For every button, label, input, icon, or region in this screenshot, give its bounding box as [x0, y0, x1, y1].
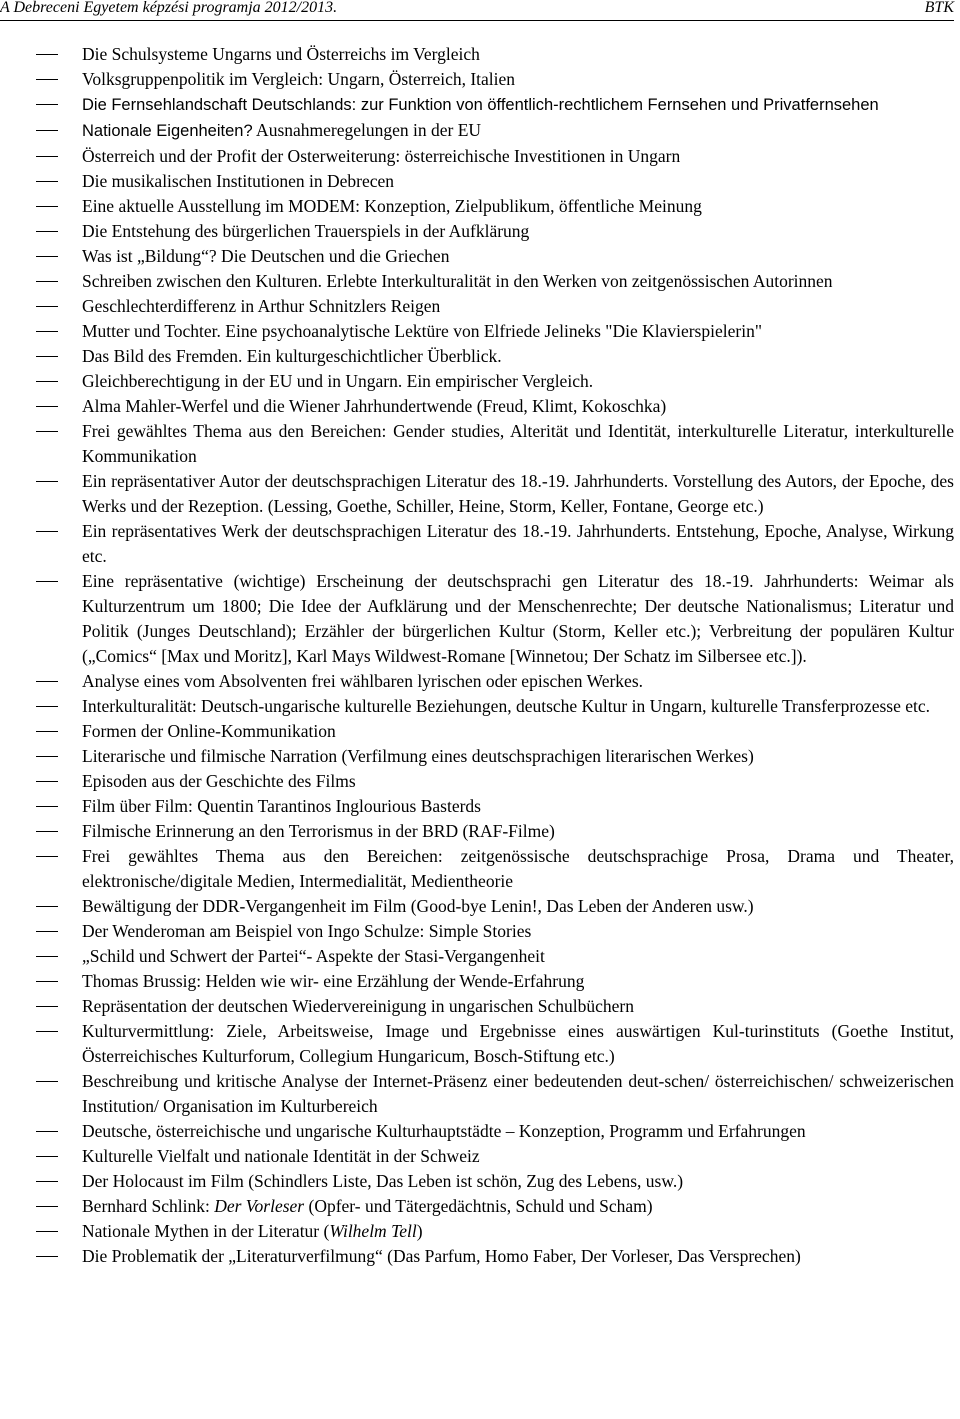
topic-text: Ausnahmeregelungen in der EU — [252, 120, 482, 140]
topic-list-item — [0, 519, 954, 569]
topic-text: Nationale Mythen in der Literatur ( — [82, 1221, 330, 1241]
topic-text: Ein repräsentatives Werk der deutschsprachigen Literatur des 18.-19. Jahrhunderts. Entstehung, Epoche, Analyse, Wirkung etc. — [82, 521, 954, 566]
topic-text: Eine aktuelle Ausstellung im MODEM: Konzeption, Zielpublikum, öffentliche Meinung — [82, 196, 702, 216]
topic-list-item — [0, 744, 954, 769]
topic-text: „Schild und Schwert der Partei“- Aspekte der Stasi-Vergangenheit — [82, 946, 545, 966]
topic-text: Film über Film: Quentin Tarantinos Inglourious Basterds — [82, 796, 481, 816]
topic-text: Die Problematik der „Literaturverfilmung“ (Das Parfum, Homo Faber, Der Vorleser, Das Versprechen) — [82, 1246, 801, 1266]
topic-list-item — [0, 719, 954, 744]
topic-text: Geschlechterdifferenz in Arthur Schnitzlers Reigen — [82, 296, 441, 316]
topic-list-item — [0, 169, 954, 194]
topic-title-italic: Der Vorleser — [214, 1196, 305, 1216]
topic-text: Repräsentation der deutschen Wiedervereinigung in ungarischen Schulbüchern — [82, 996, 634, 1016]
topic-text: Kulturelle Vielfalt und nationale Identität in der Schweiz — [82, 1146, 480, 1166]
topic-text: Die Entstehung des bürgerlichen Trauerspiels in der Aufklärung — [82, 221, 530, 241]
topic-list-item — [0, 794, 954, 819]
topic-text: Bewältigung der DDR-Vergangenheit im Film (Good-bye Lenin!, Das Leben der Anderen usw.) — [82, 896, 754, 916]
topic-text: Schreiben zwischen den Kulturen. Erlebte Interkulturalität in den Werken von zeitgenössischen Autorinnen — [82, 271, 833, 291]
topic-list-item — [0, 319, 954, 344]
topic-text: Das Bild des Fremden. Ein kulturgeschichtlicher Überblick. — [82, 346, 502, 366]
topic-text: Ein repräsentativer Autor der deutschsprachigen Literatur des 18.-19. Jahrhunderts. Vorstellung des Autors, der Epoche, des Werks und der Rezeption. (Lessing, Goethe, Schiller, Heine, Storm, Keller, Fontane, George etc.) — [82, 471, 954, 516]
topic-list-item — [0, 269, 954, 294]
topic-text: Frei gewähltes Thema aus den Bereichen: Gender studies, Alterität und Identität, interkulturelle Literatur, interkulturelle Kommunikation — [82, 421, 954, 466]
topic-list-item — [0, 194, 954, 219]
topic-list-item — [0, 469, 954, 519]
topic-list-item — [0, 42, 954, 67]
topic-list-item — [0, 1019, 954, 1069]
topic-list-item — [0, 294, 954, 319]
topic-list-item — [0, 67, 954, 92]
topic-list-item — [0, 219, 954, 244]
topic-list-item — [0, 1069, 954, 1119]
topic-list-item — [0, 1144, 954, 1169]
topic-list-item — [0, 819, 954, 844]
topic-list-item — [0, 769, 954, 794]
topic-list-item — [0, 844, 954, 894]
topic-list-item — [0, 369, 954, 394]
topic-list-item — [0, 694, 954, 719]
topic-text: Was ist „Bildung“? Die Deutschen und die Griechen — [82, 246, 450, 266]
topic-list-item — [0, 1119, 954, 1144]
topic-list-item — [0, 344, 954, 369]
topic-text: Mutter und Tochter. Eine psychoanalytische Lektüre von Elfriede Jelineks "Die Klavierspielerin" — [82, 321, 762, 341]
page-header — [0, 0, 954, 21]
topic-list-item — [0, 569, 954, 669]
topic-list-item — [0, 419, 954, 469]
topic-list-item — [0, 894, 954, 919]
header-title: A Debreceni Egyetem képzési programja 2012/2013. — [0, 0, 338, 16]
topic-list-item — [0, 92, 954, 118]
topic-text: Bernhard Schlink: — [82, 1196, 215, 1216]
topic-text: Thomas Brussig: Helden wie wir- eine Erzählung der Wende-Erfahrung — [82, 971, 585, 991]
topic-text: Der Holocaust im Film (Schindlers Liste, Das Leben ist schön, Zug des Lebens, usw.) — [82, 1171, 684, 1191]
topic-list-item — [0, 919, 954, 944]
topic-text: Beschreibung und kritische Analyse der Internet-Präsenz einer bedeutenden deut-schen/ österreichischen/ schweizerischen Institution/ Organisation im Kulturbereich — [82, 1071, 954, 1116]
topic-list-item — [0, 669, 954, 694]
topic-text: Alma Mahler-Werfel und die Wiener Jahrhundertwende (Freud, Klimt, Kokoschka) — [82, 396, 667, 416]
topic-list-item — [0, 969, 954, 994]
topic-list-item — [0, 118, 954, 144]
topic-list-item — [0, 1194, 954, 1219]
topic-text: Deutsche, österreichische und ungarische Kulturhauptstädte – Konzeption, Programm und Erfahrungen — [82, 1121, 806, 1141]
header-faculty: BTK — [924, 0, 954, 16]
topic-text: Die musikalischen Institutionen in Debrecen — [82, 171, 395, 191]
topic-text: Eine repräsentative (wichtige) Erscheinung der deutschsprachi gen Literatur des 18.-19. Jahrhunderts: Weimar als Kulturzentrum um 1800; Die Idee der Aufklärung und der Menschenrechte; Der deutsche Nationalismus; Literatur und Politik (Junges Deutschland); Erzähler der bürgerlichen Kultur (Storm, Keller etc.); Verbreitung der populären Kultur („Comics“ [Max und Moritz], Karl Mays Wildwest-Romane [Winnetou; Der Schatz im Silbersee etc.]). — [82, 571, 954, 666]
topic-list — [0, 42, 954, 1269]
topic-text: Gleichberechtigung in der EU und in Ungarn. Ein empirischer Vergleich. — [82, 371, 594, 391]
topic-text: Frei gewähltes Thema aus den Bereichen: zeitgenössische deutschsprachige Prosa, Drama und Theater, elektronische/digitale Medien, Intermedialität, Medientheorie — [82, 846, 954, 891]
topic-text: Analyse eines vom Absolventen frei wählbaren lyrischen oder epischen Werkes. — [82, 671, 644, 691]
topic-text: Volksgruppenpolitik im Vergleich: Ungarn, Österreich, Italien — [82, 69, 516, 89]
topic-text: Episoden aus der Geschichte des Films — [82, 771, 356, 791]
topic-text: Die Fernsehlandschaft Deutschlands: zur Funktion von öffentlich-rechtlichem Fernsehen und Privatfernsehen — [82, 96, 879, 114]
topic-text: Kulturvermittlung: Ziele, Arbeitsweise, Image und Ergebnisse eines auswärtigen Kul-turinstituts (Goethe Institut, Österreichisches Kulturforum, Collegium Hungaricum, Bosch-Stiftung etc.) — [82, 1021, 954, 1066]
topic-text: Formen der Online-Kommunikation — [82, 721, 336, 741]
topic-text: (Opfer- und Tätergedächtnis, Schuld und Scham) — [304, 1196, 653, 1216]
topic-text: Interkulturalität: Deutsch-ungarische kulturelle Beziehungen, deutsche Kultur in Ungarn, kulturelle Transferprozesse etc. — [82, 696, 930, 716]
topic-text: Der Wenderoman am Beispiel von Ingo Schulze: Simple Stories — [82, 921, 532, 941]
topic-text: Nationale Eigenheiten? — [82, 122, 253, 140]
topic-list-item — [0, 994, 954, 1019]
topic-list-item — [0, 944, 954, 969]
topic-text: ) — [416, 1221, 423, 1241]
topic-list-item — [0, 1219, 954, 1244]
topic-list-item — [0, 394, 954, 419]
topic-text: Die Schulsysteme Ungarns und Österreichs im Vergleich — [82, 44, 480, 64]
topic-text: Filmische Erinnerung an den Terrorismus in der BRD (RAF-Filme) — [82, 821, 555, 841]
topic-list-item — [0, 244, 954, 269]
topic-text: Österreich und der Profit der Osterweiterung: österreichische Investitionen in Ungarn — [82, 146, 681, 166]
topic-text: Literarische und filmische Narration (Verfilmung eines deutschsprachigen literarischen Werkes) — [82, 746, 754, 766]
topic-title-italic: Wilhelm Tell — [329, 1221, 417, 1241]
topic-list-item — [0, 1244, 954, 1269]
topic-list-item — [0, 144, 954, 169]
topic-list-item — [0, 1169, 954, 1194]
